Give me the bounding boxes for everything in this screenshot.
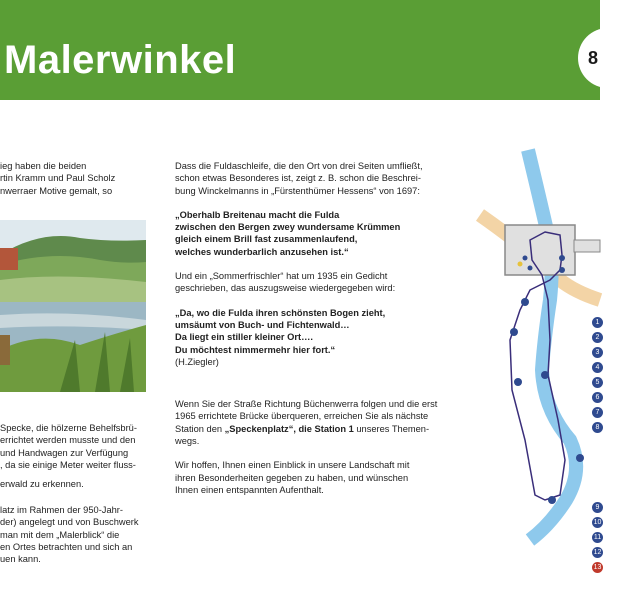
legend-marker: 5	[592, 377, 603, 388]
left-paragraph-4: latz im Rahmen der 950-Jahr- der) angelegt und von Buschwerk man mit dem „Malerblick“ die en Ortes betrachten und sich an uen kann.	[0, 505, 139, 565]
poem-intro: Und ein „Sommerfrischler“ hat um 1935 ein Gedicht geschrieben, das auszugsweise wiedergegeben wird:	[175, 271, 396, 294]
station-badge	[578, 28, 638, 88]
legend-marker: 3	[592, 347, 603, 358]
river	[528, 150, 576, 540]
winckelmann-quote: „Oberhalb Breitenau macht die Fulda zwischen den Bergen zwey wundersame Krümmen gleich einem Brill fast zusammenlaufend, welches wunderbarlich anzusehen ist.“	[175, 209, 401, 257]
route-map	[470, 140, 600, 600]
station-1-reference: „Speckenplatz“, die Station 1	[224, 423, 354, 434]
map-graphic	[470, 140, 600, 600]
station-number: 8	[588, 48, 599, 68]
painting-photo	[0, 220, 146, 392]
closing-paragraph: Wir hoffen, Ihnen einen Einblick in unsere Landschaft mit ihren Besonderheiten gegeben zu haben, und wünschen Ihnen einen entspannten Aufenthalt.	[175, 460, 410, 495]
poem-author: (H.Ziegler)	[175, 356, 219, 367]
legend-marker: 2	[592, 332, 603, 343]
legend-marker: 1	[592, 317, 603, 328]
intro-paragraph: Dass die Fuldaschleife, die den Ort von drei Seiten umfließt, schon etwas Besonderes ist, zeigt z. B. schon die Beschrei- bung Winckelmanns in „Fürstenthümer Hessens“ von 1697:	[175, 161, 423, 196]
main-text-column	[175, 160, 465, 496]
legend-marker: 9	[592, 502, 603, 513]
left-paragraph-2: Specke, die hölzerne Behelfsbrü- errichtet werden musste und den und Handwagen zur Verfügung , da sie einige Meter weiter fluss-	[0, 423, 137, 470]
village-area	[505, 225, 575, 275]
page-title: Malerwinkel	[4, 38, 237, 82]
legend-marker: 12	[593, 549, 602, 556]
legend-marker: 6	[592, 392, 603, 403]
legend-marker: 8	[592, 422, 603, 433]
directions-paragraph: Wenn Sie der Straße Richtung Büchenwerra folgen und die erst 1965 errichtete Brücke überqueren, erreichen Sie als nächste Station den „Speckenplatz“, die Station 1 unseres Themen- wegs.	[175, 399, 438, 447]
legend-marker: 7	[592, 407, 603, 418]
header-banner	[0, 0, 600, 100]
left-paragraph-1: ieg haben die beiden rtin Kramm und Paul Scholz nwerraer Motive gemalt, so	[0, 161, 116, 196]
legend-marker: 4	[592, 362, 603, 373]
legend-marker: 11	[593, 534, 602, 541]
legend-marker-current: 13	[593, 564, 602, 571]
poem-quote: „Da, wo die Fulda ihren schönsten Bogen zieht, umsäumt von Buch- und Fichtenwald… Da liegt ein stiller kleiner Ort…. Du möchtest nimmermehr hier fort.“	[175, 307, 386, 355]
legend-marker: 10	[593, 519, 602, 526]
left-paragraph-3: erwald zu erkennen.	[0, 479, 84, 489]
